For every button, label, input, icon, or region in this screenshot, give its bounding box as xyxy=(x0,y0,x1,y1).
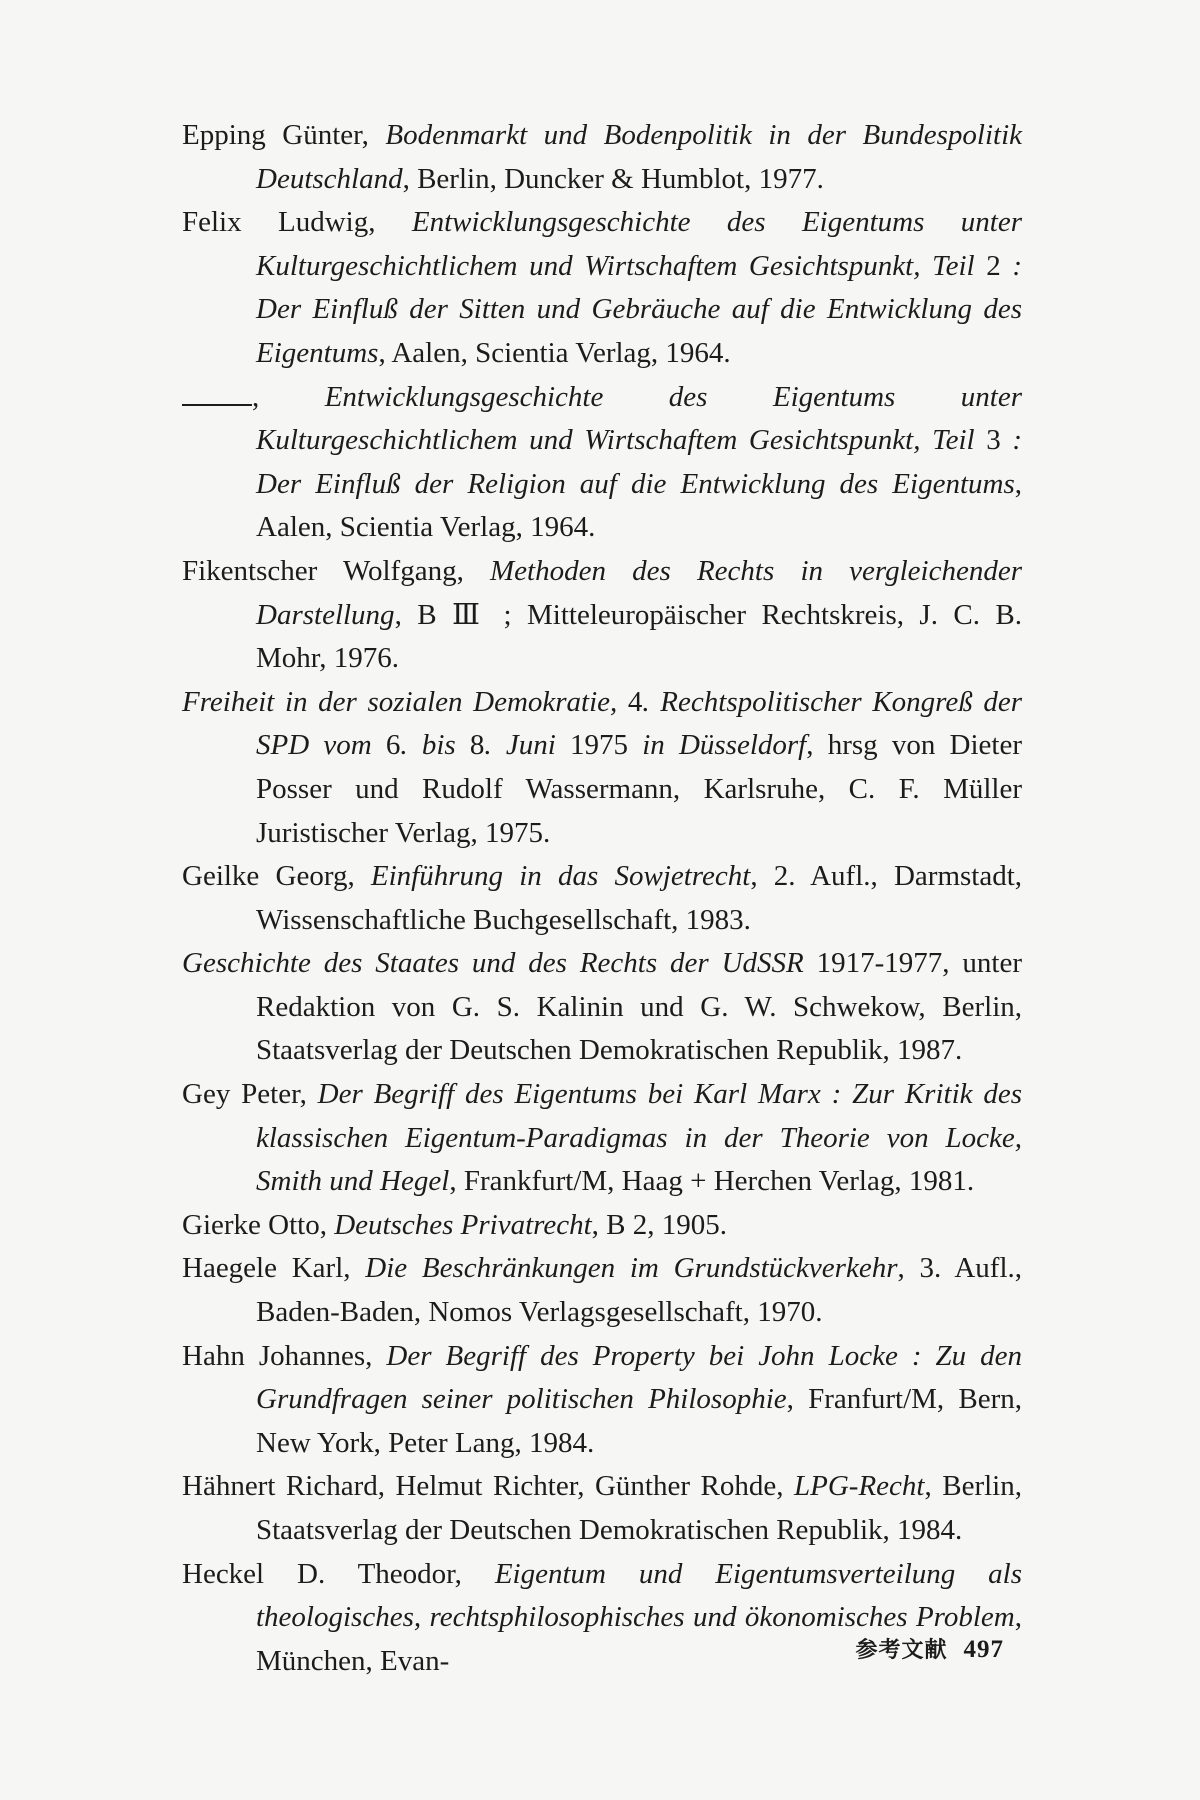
bib-entry-geilke xyxy=(182,855,1022,942)
title: Entwicklungsgeschichte des Eigentums unter Kulturgeschichtlichem und Wirtschaftem Gesichtspunkt, Teil xyxy=(256,380,1022,457)
bib-entry-hahn xyxy=(182,1335,1022,1466)
bib-entry-freiheit xyxy=(182,681,1022,855)
title-part: . Juni xyxy=(484,729,570,762)
author: Hähnert Richard, Helmut Richter, Günther Rohde, xyxy=(182,1470,794,1503)
author: Epping Günter, xyxy=(182,119,386,151)
title: Deutsches Privatrecht xyxy=(334,1208,592,1241)
title: Geschichte des Staates und des Rechts der UdSSR xyxy=(182,947,804,980)
author: Haegele Karl, xyxy=(182,1252,366,1285)
author: Gey Peter, xyxy=(182,1078,318,1111)
page-number: 497 xyxy=(963,1636,1004,1663)
publication-info: , 3. Aufl., Baden-Baden, Nomos Verlagsgesellschaft, 1970. xyxy=(256,1252,1023,1329)
publication-info: , B 2, 1905. xyxy=(591,1208,727,1241)
number: 8 xyxy=(469,729,485,762)
title: Der Begriff des Eigentums bei Karl Marx : Zur Kritik des klassischen Eigentum-Paradigmas in der Theorie von Locke, Smith und Hegel xyxy=(256,1078,1022,1198)
title-part: . Rechtspolitischer Kongreß der SPD vom xyxy=(256,685,1022,762)
bib-entry-epping xyxy=(182,114,1022,201)
bib-entry-geschichte xyxy=(182,942,1022,1073)
bib-entry-felix-teil3 xyxy=(182,376,1022,550)
year: 1975 xyxy=(569,729,628,762)
title: Bodenmarkt und Bodenpolitik in der Bundespolitik Deutschland xyxy=(256,119,1022,195)
author: Heckel D. Theodor, xyxy=(182,1557,495,1590)
title-part: . bis xyxy=(400,729,470,762)
title: Die Beschränkungen im Grundstückverkehr xyxy=(365,1252,898,1285)
publication-info: , Aalen, Scientia Verlag, 1964. xyxy=(378,336,731,369)
page-footer xyxy=(855,1633,1004,1664)
publication-info: , hrsg von Dieter Posser und Rudolf Wassermann, Karlsruhe, C. F. Müller Juristischer Verlag, 1975. xyxy=(256,729,1022,849)
author: Geilke Georg, xyxy=(182,860,371,893)
same-author-dash xyxy=(182,382,252,406)
title: Einführung in das Sowjetrecht xyxy=(370,860,751,893)
title: Der Begriff des Property bei John Locke : Zu den Grundfragen seiner politischen Philosophie xyxy=(256,1339,1022,1416)
bibliography-list xyxy=(182,114,1022,1683)
bib-entry-felix-teil2 xyxy=(182,201,1022,375)
title-part: in Düsseldorf xyxy=(627,729,807,762)
publication-info: , Aalen, Scientia Verlag, 1964. xyxy=(256,467,1022,544)
subtitle: : Der Einfluß der Sitten und Gebräuche auf die Entwicklung des Eigentums xyxy=(256,249,1022,369)
bib-entry-gierke xyxy=(182,1204,1022,1248)
bib-entry-fikentscher xyxy=(182,550,1022,681)
subtitle: : Der Einfluß der Religion auf die Entwicklung des Eigentums xyxy=(256,424,1022,500)
publication-info: , Berlin, Duncker & Humblot, 1977. xyxy=(402,162,824,195)
publication-info: , Berlin, Staatsverlag der Deutschen Demokratischen Republik, 1984. xyxy=(256,1470,1022,1546)
bib-entry-haehnert xyxy=(182,1465,1022,1552)
title: Freiheit in der sozialen Demokratie, xyxy=(182,685,628,718)
author: Fikentscher Wolfgang, xyxy=(182,554,491,587)
part-number: 3 xyxy=(986,424,1001,457)
publication-info: , München, Evan- xyxy=(256,1601,1022,1677)
title: LPG-Recht xyxy=(794,1470,925,1503)
separator: , xyxy=(252,380,325,413)
title: Entwicklungsgeschichte des Eigentums unter Kulturgeschichtlichem und Wirtschaftem Gesichtspunkt, Teil xyxy=(256,206,1022,282)
bib-entry-gey xyxy=(182,1073,1022,1204)
author: Felix Ludwig, xyxy=(182,206,412,239)
bib-entry-haegele xyxy=(182,1247,1022,1334)
publication-info: 1917-1977, unter Redaktion von G. S. Kalinin und G. W. Schwekow, Berlin, Staatsverlag der Deutschen Demokratischen Republik, 1987. xyxy=(256,947,1022,1067)
publication-info: , Frankfurt/M, Haag + Herchen Verlag, 1981. xyxy=(449,1165,975,1198)
title: Methoden des Rechts in vergleichender Darstellung xyxy=(256,554,1023,631)
part-number: 2 xyxy=(986,249,1001,282)
section-label: 参考文献 xyxy=(855,1638,948,1663)
number: 4 xyxy=(627,685,643,718)
publication-info: , 2. Aufl., Darmstadt, Wissenschaftliche Buchgesellschaft, 1983. xyxy=(256,860,1023,936)
title: Eigentum und Eigentumsverteilung als theologisches, rechtsphilosophisches und ökonomisches Problem xyxy=(256,1557,1022,1634)
author: Gierke Otto, xyxy=(182,1208,335,1241)
publication-info: , B Ⅲ ; Mitteleuropäischer Rechtskreis, J. C. B. Mohr, 1976. xyxy=(256,598,1022,675)
publication-info: , Franfurt/M, Bern, New York, Peter Lang, 1984. xyxy=(256,1383,1022,1459)
author: Hahn Johannes, xyxy=(182,1339,387,1372)
number: 6 xyxy=(385,729,401,762)
